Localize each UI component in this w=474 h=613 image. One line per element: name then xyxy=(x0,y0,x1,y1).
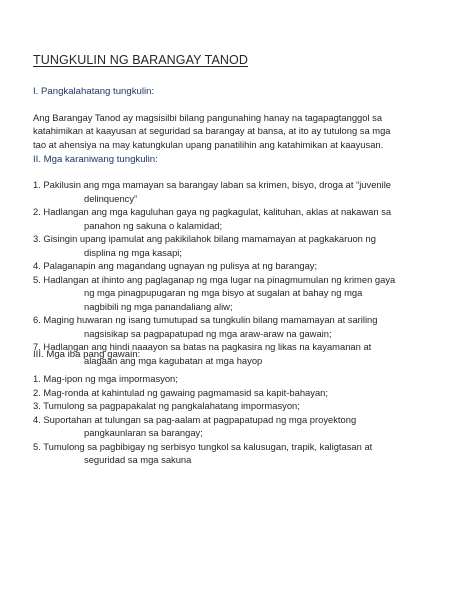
list-item-text: 6. Maging huwaran ng isang tumutupad sa tungkulin bilang mamamayan at sariling xyxy=(33,314,378,325)
list-item xyxy=(33,313,395,340)
list-item-continuation: nagbibili ng mga panandaliang aliw; xyxy=(84,300,233,312)
document-title: TUNGKULIN NG BARANGAY TANOD xyxy=(33,53,249,67)
section-2-number: II. xyxy=(33,154,41,165)
list-item xyxy=(33,440,372,467)
list-item-text: 4. Palaganapin ang magandang ugnayan ng pulisya at ng barangay; xyxy=(33,260,318,271)
list-item xyxy=(33,232,395,259)
list-item-text: 5. Tumulong sa pagbibigay ng serbisyo tungkol sa kalusugan, trapik, kaligtasan at xyxy=(33,440,373,452)
section-1-number: I. xyxy=(33,86,39,97)
list-item-continuation: delinquency” xyxy=(84,192,138,204)
list-item xyxy=(33,205,395,232)
list-item-text: 2. Mag-ronda at kahintulad ng gawaing pagmamasid sa kapit-bahayan; xyxy=(33,386,328,398)
list-item-continuation: seguridad sa mga sakuna xyxy=(84,454,192,465)
list-item-continuation: nagsisikap sa pagpapatupad ng mga araw-araw na gawain; xyxy=(84,327,332,339)
list-item xyxy=(33,413,372,440)
section-2-list xyxy=(33,178,395,367)
list-item-text: 4. Suportahan at tulungan sa pag-aalam at pagpapatupad ng mga proyektong xyxy=(33,413,357,425)
paragraph-line: tao at ahensiya na may katungkulan upang panatilihin ang katahimikan at kaayusan. xyxy=(33,138,384,150)
list-item-text: 3. Gisingin upang ipamulat ang pakikilahok bilang mamamayan at pagkakaruon ng xyxy=(33,233,376,244)
list-item-continuation: ng mga pinagpupugaran ng mga bisyo at sugalan at bahay ng mga xyxy=(84,287,363,298)
section-2-title: Mga karaniwang tungkulin: xyxy=(43,154,158,165)
section-1-heading xyxy=(33,86,154,97)
list-item-text: 3. Tumulong sa pagpapakalat ng pangkalahatang impormasyon; xyxy=(33,400,300,411)
list-item-text: 1. Mag-ipon ng mga impormasyon; xyxy=(33,373,178,384)
list-item xyxy=(33,372,372,386)
list-item xyxy=(33,273,395,314)
section-1-title: Pangkalahatang tungkulin: xyxy=(41,86,155,97)
list-item-text: 7. Hadlangan ang hindi naaayon sa batas na pagkasira ng likas na kayamanan at xyxy=(33,341,372,352)
section-3-list xyxy=(33,372,372,467)
section-3-heading: III. Mga iba pang gawain: xyxy=(33,349,141,360)
list-item-continuation: displina ng mga kasapi; xyxy=(84,246,182,258)
paragraph-line: katahimikan at kaayusan at seguridad sa barangay at bansa, at ito ay tutulong sa mga xyxy=(33,125,391,137)
list-item-text: 5. Hadlangan at ihinto ang paglaganap ng mga lugar na pinagmumulan ng krimen gaya xyxy=(33,273,396,285)
section-1-paragraph xyxy=(33,111,453,151)
list-item xyxy=(33,259,395,273)
list-item-continuation: alagaan ang mga kagubatan at mga hayop xyxy=(84,354,263,366)
list-item-continuation: pangkaunlaran sa barangay; xyxy=(84,427,203,438)
list-item xyxy=(33,399,372,413)
list-item-text: 2. Hadlangan ang mga kaguluhan gaya ng pagkagulat, kalituhan, aklas at nakawan sa xyxy=(33,206,392,217)
paragraph-line: Ang Barangay Tanod ay magsisilbi bilang pangunahing hanay na tagapagtanggol sa xyxy=(33,112,383,123)
list-item-continuation: panahon ng sakuna o kalamidad; xyxy=(84,219,223,231)
list-item xyxy=(33,178,395,205)
section-2-heading xyxy=(33,154,158,165)
list-item-text: 1. Pakilusin ang mga mamayan sa barangay laban sa krimen, bisyo, droga at “juvenile xyxy=(33,179,392,190)
list-item xyxy=(33,386,372,400)
